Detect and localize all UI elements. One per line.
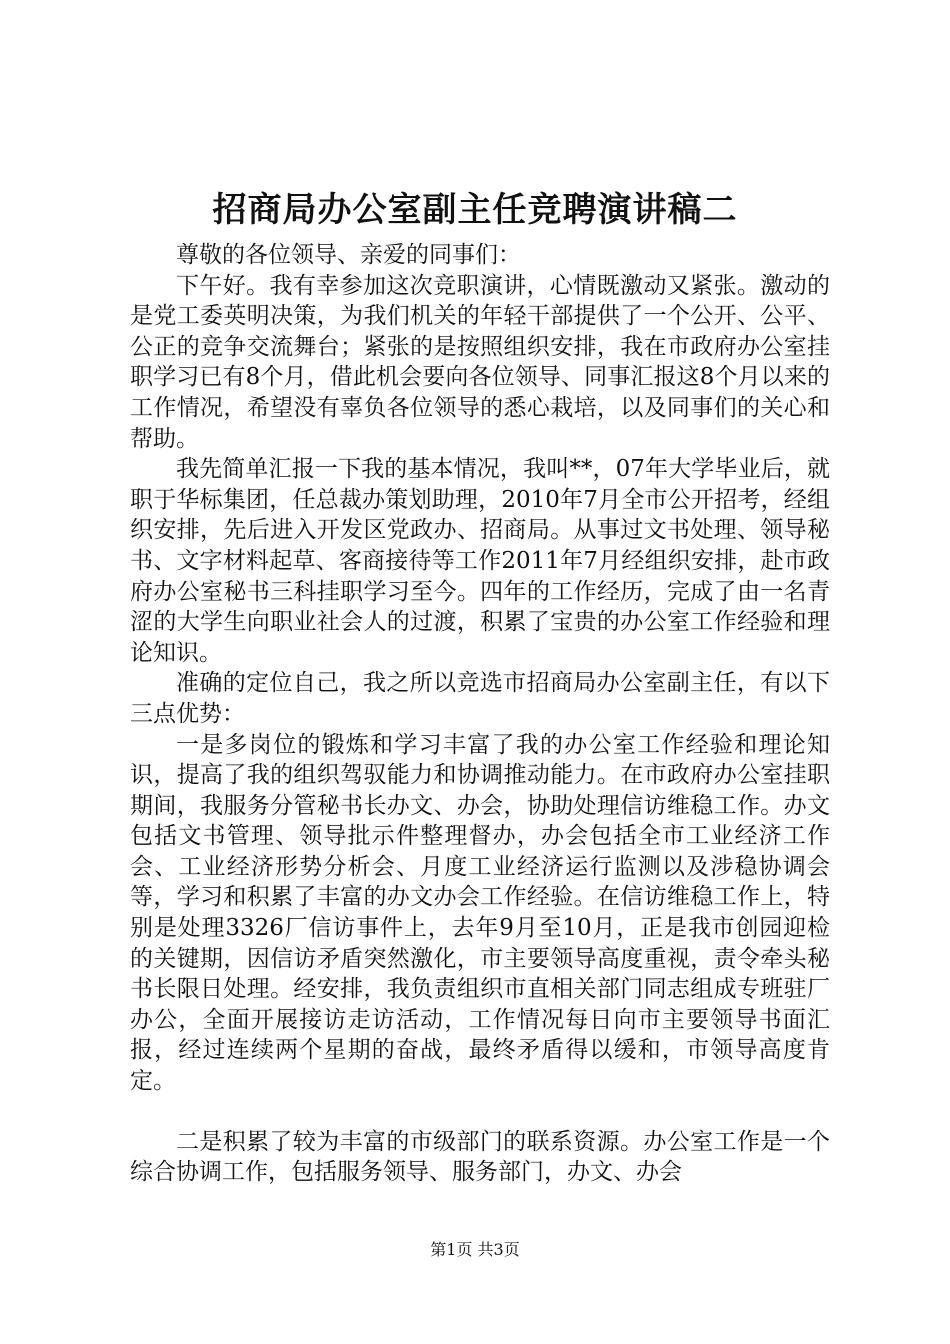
greeting-paragraph: 下午好。我有幸参加这次竞职演讲，心情既激动又紧张。激动的是党工委英明决策，为我们机关的年轻干部提供了一个公开、公平、公正的竞争交流舞台；紧张的是按照组织安排，我在市政府办公室挂职学习已有8个月，借此机会要向各位领导、同事汇报这8个月以来的工作情况，希望没有辜负各位领导的悉心栽培，以及同事们的关心和帮助。 [130, 272, 830, 452]
positioning-paragraph: 准确的定位自己，我之所以竞选市招商局办公室副主任，有以下三点优势： [130, 670, 830, 727]
page-footer: 第1页 共3页 [430, 1240, 520, 1259]
document-body [130, 240, 830, 1188]
advantage-two-paragraph: 二是积累了较为丰富的市级部门的联系资源。办公室工作是一个综合协调工作，包括服务领导、服务部门，办文、办会 [130, 1128, 830, 1186]
document-title: 招商局办公室副主任竞聘演讲稿二 [212, 190, 738, 230]
advantage-one-paragraph: 一是多岗位的锻炼和学习丰富了我的办公室工作经验和理论知识，提高了我的组织驾驭能力和协调推动能力。在市政府办公室挂职期间，我服务分管秘书长办文、办会，协助处理信访维稳工作。办文包括文书管理、领导批示件整理督办，办会包括全市工业经济工作会、工业经济形势分析会、月度工业经济运行监测以及涉稳协调会等，学习和积累了丰富的办文办会工作经验。在信访维稳工作上，特别是处理3326厂信访事件上，去年9月至10月，正是我市创园迎检的关键期，因信访矛盾突然激化，市主要领导高度重视，责令牵头秘书长限日处理。经安排，我负责组织市直相关部门同志组成专班驻厂办公，全面开展接访走访活动，工作情况每日向市主要领导书面汇报，经过连续两个星期的奋战，最终矛盾得以缓和，市领导高度肯定。 [130, 731, 830, 1095]
background-paragraph: 我先简单汇报一下我的基本情况，我叫**，07年大学毕业后，就职于华标集团，任总裁办策划助理，2010年7月全市公开招考，经组织安排，先后进入开发区党政办、招商局。从事过文书处理、领导秘书、文字材料起草、客商接待等工作2011年7月经组织安排，赴市政府办公室秘书三科挂职学习至今。四年的工作经历，完成了由一名青涩的大学生向职业社会人的过渡，积累了宝贵的办公室工作经验和理论知识。 [130, 456, 830, 666]
salutation-paragraph: 尊敬的各位领导、亲爱的同事们： [176, 242, 521, 268]
